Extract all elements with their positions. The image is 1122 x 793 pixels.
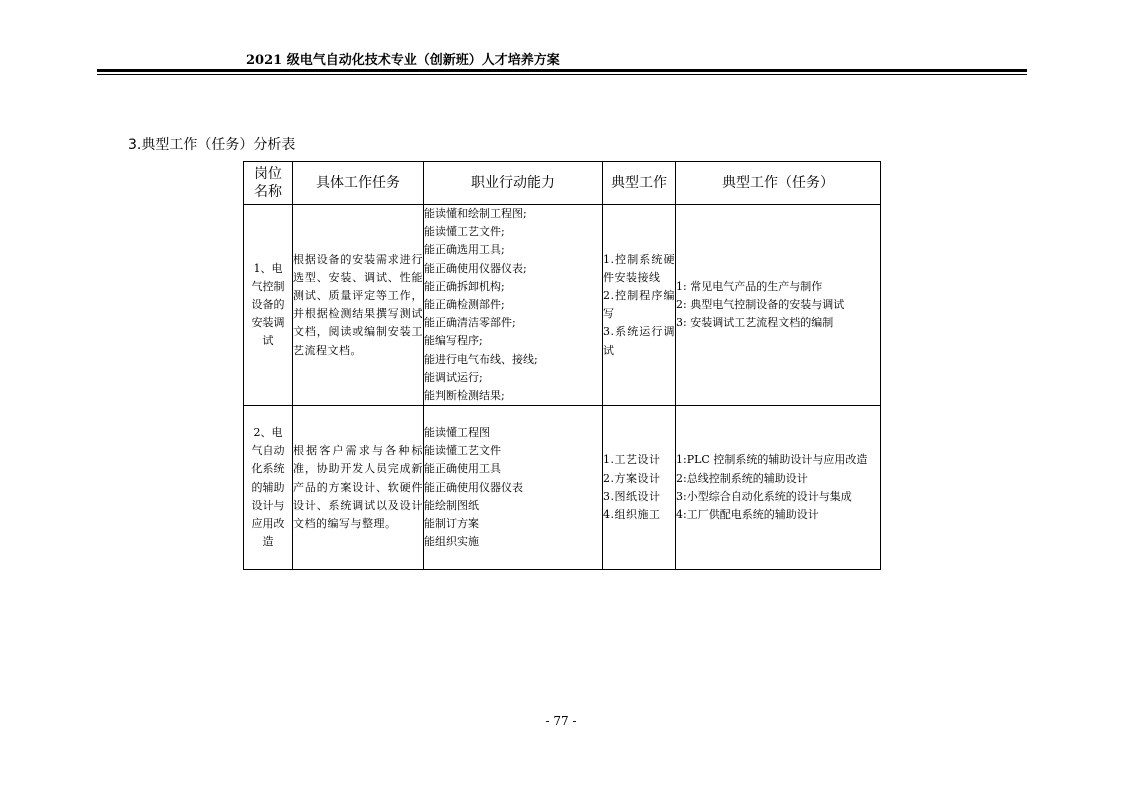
ability-item: 能制订方案 [424, 517, 479, 531]
ability-item: 能正确拆卸机构; [424, 279, 505, 293]
position-cell: 1、电气控制设备的安装调试 [244, 205, 293, 406]
table-row [244, 406, 881, 570]
header-typical-tasks: 典型工作（任务） [676, 162, 881, 205]
ability-item: 能绘制图纸 [424, 498, 479, 512]
ability-item: 能编写程序; [424, 334, 483, 348]
ability-item: 能正确使用仪器仪表 [424, 480, 523, 494]
ability-item: 能正确检测部件; [424, 298, 505, 312]
ability-item: 能调试运行; [424, 370, 483, 384]
ability-item: 能读懂工程图 [424, 426, 490, 440]
typical-work-cell [603, 406, 676, 570]
position-cell: 2、电气自动化系统的辅助设计与应用改造 [244, 406, 293, 570]
typical-work-item: 1.工艺设计 [603, 453, 661, 467]
ability-item: 能判断检测结果; [424, 389, 505, 403]
typical-task-item: 3: 安装调试工艺流程文档的编制 [676, 316, 834, 330]
typical-work-item: 3.系统运行调试 [603, 325, 675, 357]
typical-task-item: 3:小型综合自动化系统的设计与集成 [676, 489, 852, 503]
typical-work-cell [603, 205, 676, 406]
header-rule-thick [97, 69, 1027, 72]
typical-work-item: 3.图纸设计 [603, 489, 661, 503]
typical-work-item: 1.控制系统硬件安装接线 [603, 252, 675, 284]
typical-work-analysis-table [243, 161, 881, 570]
header-rule-thin [97, 74, 1027, 75]
header-specific-tasks: 具体工作任务 [293, 162, 424, 205]
typical-task-item: 4:工厂供配电系统的辅助设计 [676, 507, 819, 521]
typical-work-item: 2.控制程序编写 [603, 288, 675, 321]
ability-item: 能读懂和绘制工程图; [424, 207, 527, 220]
ability-item: 能正确使用工具 [424, 462, 501, 476]
header-typical-work: 典型工作 [603, 162, 676, 205]
tasks-cell: 根据设备的安装需求进行选型、安装、调试、性能测试、质量评定等工作，并根据检测结果撰写测试文档，阅读或编制安装工艺流程文档。 [293, 205, 424, 406]
page-number: - 77 - [545, 714, 577, 728]
header-action-abilities: 职业行动能力 [424, 162, 603, 205]
typical-tasks-cell [676, 205, 881, 406]
typical-tasks-cell [676, 406, 881, 570]
abilities-cell [424, 406, 603, 570]
table-row [244, 205, 881, 406]
ability-item: 能读懂工艺文件 [424, 444, 501, 458]
typical-work-item: 4.组织施工 [603, 507, 661, 521]
ability-item: 能正确使用仪器仪表; [424, 261, 527, 275]
typical-task-item: 1: 常见电气产品的生产与制作 [676, 279, 823, 293]
typical-work-item: 2.方案设计 [603, 471, 661, 485]
ability-item: 能进行电气布线、接线; [424, 352, 538, 366]
document-header-title: 2021 级电气自动化技术专业（创新班）人才培养方案 [246, 53, 560, 68]
ability-item: 能读懂工艺文件; [424, 225, 505, 239]
ability-item: 能正确清洁零部件; [424, 316, 516, 330]
abilities-cell [424, 205, 603, 406]
typical-task-item: 2: 典型电气控制设备的安装与调试 [676, 298, 845, 312]
table-header-row [244, 162, 881, 205]
section-heading: 3.典型工作（任务）分析表 [128, 137, 296, 153]
tasks-cell: 根据客户需求与各种标准，协助开发人员完成新产品的方案设计、软硬件设计、系统调试以及设计文档的编写与整理。 [293, 406, 424, 570]
ability-item: 能正确选用工具; [424, 243, 505, 257]
ability-item: 能组织实施 [424, 535, 479, 549]
typical-task-item: 1:PLC 控制系统的辅助设计与应用改造 [676, 453, 868, 467]
typical-task-item: 2:总线控制系统的辅助设计 [676, 471, 808, 485]
header-position-name: 岗位名称 [244, 162, 293, 205]
